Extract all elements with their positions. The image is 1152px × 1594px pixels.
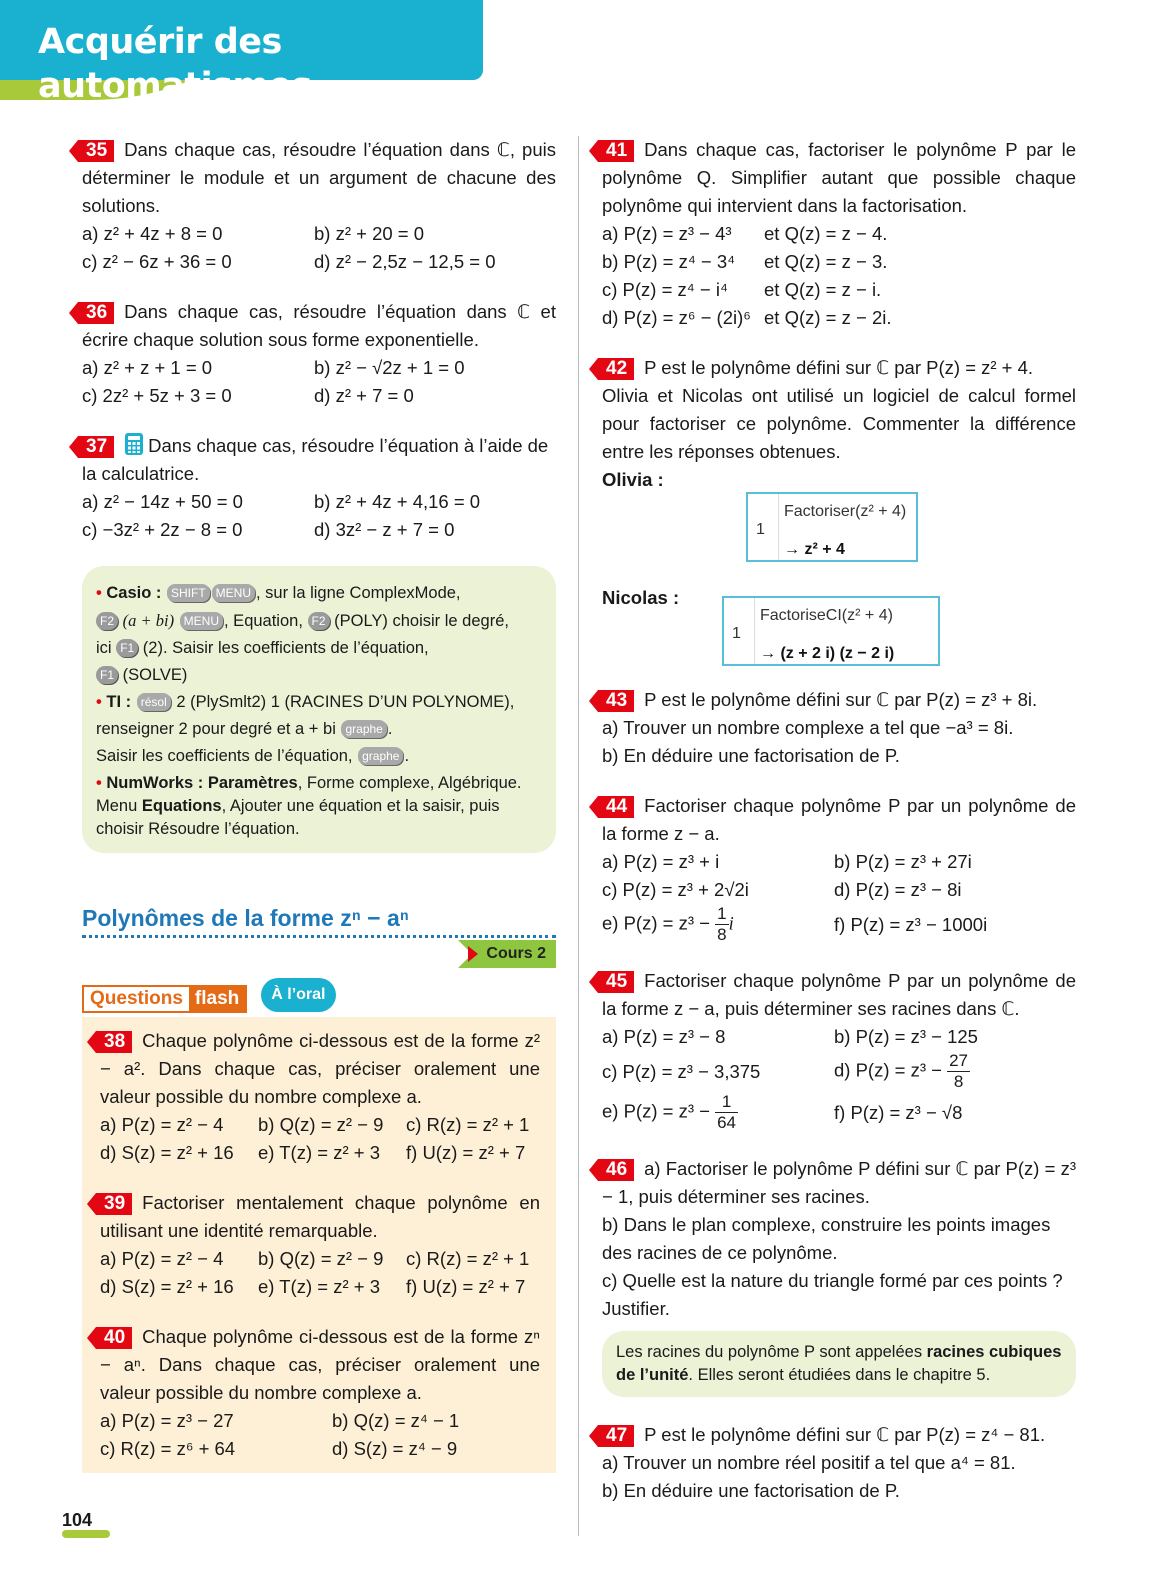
numerator: 1	[715, 1092, 738, 1113]
item-c: c) −3z² + 2z − 8 = 0	[82, 519, 243, 540]
item-b: b) P(z) = z⁴ − 3⁴	[602, 251, 736, 272]
cas-output: → (z + 2 i) (z − 2 i)	[760, 645, 895, 662]
item-d-q: et Q(z) = z − 2i.	[764, 307, 892, 328]
exercise-number: 36	[78, 302, 114, 324]
item-a: a) z² − 14z + 50 = 0	[82, 491, 243, 512]
exercise-46	[602, 1155, 1076, 1323]
cas-output: → z² + 4	[784, 541, 845, 558]
item-c: c) R(z) = z² + 1	[406, 1114, 530, 1135]
page-number: 104	[62, 1510, 93, 1530]
casio-label: Casio :	[106, 584, 162, 602]
item-d	[834, 1051, 970, 1092]
page-title: Acquérir des automatismes	[38, 22, 312, 106]
item-a: a) P(z) = z³ − 8	[602, 1026, 726, 1047]
item-f: f) U(z) = z² + 7	[406, 1276, 526, 1297]
item-d: d) P(z) = z³ − 8i	[834, 879, 962, 900]
item-b: b) Q(z) = z⁴ − 1	[332, 1410, 460, 1431]
note-text: . Elles seront étudiées dans le chapitre 5.	[688, 1366, 991, 1384]
item-a: a) z² + z + 1 = 0	[82, 357, 213, 378]
exercise-text: P est le polynôme défini sur ℂ par P(z) = z⁴ − 81.	[644, 1424, 1046, 1445]
exercise-text: Factoriser chaque polynôme P par un polynôme de la forme z − a.	[602, 795, 1076, 844]
exercise-number: 39	[96, 1193, 132, 1215]
exercise-41	[602, 136, 1076, 332]
numerator: 27	[949, 1051, 969, 1070]
item-e: e) T(z) = z² + 3	[258, 1142, 380, 1163]
item-a: a) P(z) = z³ − 27	[100, 1410, 234, 1431]
key-shift: SHIFT	[167, 584, 210, 602]
item-b: b) Dans le plan complexe, construire les points images des racines de ce polynôme.	[602, 1214, 1051, 1263]
exercise-35	[82, 136, 556, 276]
item-c: c) P(z) = z⁴ − i⁴	[602, 279, 728, 300]
exercise-number: 38	[96, 1031, 132, 1053]
exercise-text: Factoriser mentalement chaque polynôme en utilisant une identité remarquable.	[100, 1192, 540, 1241]
exercise-text-2: Olivia et Nicolas ont utilisé un logiciel de calcul formel pour factoriser ce polynôme. Commenter la différence entre les réponses obtenues.	[602, 385, 1076, 462]
item-c: c) R(z) = z² + 1	[406, 1248, 530, 1269]
calculator-tips-box: • Casio : SHIFT MENU , sur la ligne ComplexMode, F2 (a + bi) MENU , Equation, F2 (POLY) choisir le degré, ici F1 (2). Saisir les coefficients de l’équation, F1 (SOLVE) • TI : résol 2 (PlySmlt2) 1 (RACINES D’UN POLYNOME), renseigner 2 pour degré et a + bi graphe . Saisir les coefficients de l’équation, graphe . • NumWorks : Paramètres, Forme complexe, Algébrique. Menu Equations, Ajouter une équation et la saisir, puis choisir Résoudre l’équation.	[82, 566, 556, 853]
key-resol: résol	[137, 693, 171, 711]
item-c: c) Quelle est la nature du triangle formé par ces points ? Justifier.	[602, 1270, 1063, 1319]
numworks-text: Menu	[96, 797, 142, 815]
exercise-number: 40	[96, 1327, 132, 1349]
casio-text: (SOLVE)	[122, 666, 188, 684]
item-b: b) z² + 4z + 4,16 = 0	[314, 491, 481, 512]
item-c: c) P(z) = z³ − 3,375	[602, 1060, 761, 1082]
item-c-q: et Q(z) = z − i.	[764, 279, 882, 300]
item-e-text: e) P(z) = z³ −	[602, 912, 710, 934]
key-graphe: graphe	[358, 747, 403, 765]
ti-label: TI :	[106, 693, 132, 711]
item-b: b) P(z) = z³ − 125	[834, 1026, 978, 1047]
note-text: Les racines du polynôme P sont appelées	[616, 1343, 927, 1361]
cas-screen-nicolas	[722, 596, 940, 666]
exercise-38	[100, 1027, 540, 1167]
exercise-text: Dans chaque cas, résoudre l’équation dans ℂ, puis déterminer le module et un argument de chacune des solutions.	[82, 139, 556, 216]
item-e	[602, 904, 834, 945]
casio-text: ici	[96, 639, 112, 657]
item-f: f) P(z) = z³ − √8	[834, 1101, 963, 1123]
item-b: b) z² + 20 = 0	[314, 223, 425, 244]
qf-word-2: flash	[189, 987, 245, 1011]
casio-text: (2). Saisir les coefficients de l’équation,	[142, 639, 429, 657]
cours-badge: Cours 2	[458, 940, 556, 968]
key-graphe: graphe	[341, 720, 386, 738]
exercise-42	[602, 354, 1076, 664]
item-a: a) P(z) = z³ + i	[602, 851, 720, 872]
denominator: 8	[953, 1072, 964, 1091]
exercise-text: Chaque polynôme ci-dessous est de la forme zⁿ − aⁿ. Dans chaque cas, préciser oralement une valeur possible du nombre complexe a.	[100, 1326, 540, 1403]
item-b: b) Q(z) = z² − 9	[258, 1248, 384, 1269]
item-a: a) Trouver un nombre complexe a tel que −a³ = 8i.	[602, 717, 1014, 738]
key-f1: F1	[116, 639, 138, 657]
item-a: a) Trouver un nombre réel positif a tel que a⁴ = 81.	[602, 1452, 1016, 1473]
cas-input: FactoriseCI(z² + 4)	[760, 607, 893, 624]
numworks-text: , Ajouter une équation et la saisir, puis choisir Résoudre l’équation.	[96, 797, 500, 838]
exercise-text: Dans chaque cas, résoudre l’équation à l’aide de la calculatrice.	[82, 435, 549, 484]
exercise-39	[100, 1189, 540, 1301]
item-a: a) Factoriser le polynôme P défini sur ℂ par P(z) = z³ − 1, puis déterminer ses racines.	[602, 1158, 1076, 1207]
denominator: 8	[717, 925, 727, 944]
exercise-text: P est le polynôme défini sur ℂ par P(z) = z³ + 8i.	[644, 689, 1038, 710]
ti-text: 2 (PlySmlt2) 1 (RACINES D’UN POLYNOME),	[176, 693, 515, 711]
exercise-text: Dans chaque cas, résoudre l’équation dans ℂ et écrire chaque solution sous forme exponentielle.	[82, 301, 556, 350]
exercise-number: 42	[598, 358, 634, 380]
item-d: d) S(z) = z⁴ − 9	[332, 1438, 458, 1459]
numworks-label: NumWorks : Paramètres	[106, 774, 298, 792]
exercise-40	[100, 1323, 540, 1463]
exercise-number: 46	[598, 1159, 634, 1181]
calculator-icon	[124, 432, 144, 456]
oral-badge: À l’oral	[261, 978, 335, 1012]
item-a-q: et Q(z) = z − 4.	[764, 223, 888, 244]
casio-text: , sur la ligne ComplexMode,	[256, 584, 461, 602]
item-a: a) P(z) = z² − 4	[100, 1114, 224, 1135]
denominator: 64	[717, 1113, 737, 1132]
key-menu: MENU	[180, 612, 223, 630]
info-note	[602, 1331, 1076, 1397]
item-a: a) P(z) = z² − 4	[100, 1248, 224, 1269]
exercise-44	[602, 792, 1076, 945]
left-column	[82, 136, 556, 1473]
item-b: b) P(z) = z³ + 27i	[834, 851, 972, 872]
cas-input: Factoriser(z² + 4)	[784, 503, 907, 520]
item-d: d) z² − 2,5z − 12,5 = 0	[314, 251, 496, 272]
section-header	[82, 901, 556, 968]
exercise-text: P est le polynôme défini sur ℂ par P(z) = z² + 4.	[644, 357, 1034, 378]
qf-word-1: Questions	[90, 988, 183, 1009]
exercise-47	[602, 1421, 1076, 1505]
header-banner	[0, 0, 483, 106]
item-d-text: d) P(z) = z³ −	[834, 1059, 942, 1081]
item-d: d) S(z) = z² + 16	[100, 1276, 234, 1297]
exercise-43	[602, 686, 1076, 770]
item-c: c) z² − 6z + 36 = 0	[82, 251, 232, 272]
item-b: b) z² − √2z + 1 = 0	[314, 357, 465, 378]
exercise-45	[602, 967, 1076, 1133]
item-e: e) T(z) = z² + 3	[258, 1276, 380, 1297]
item-d: d) P(z) = z⁶ − (2i)⁶	[602, 307, 751, 328]
key-menu: MENU	[212, 584, 255, 602]
item-e	[602, 1092, 834, 1133]
item-f: f) U(z) = z² + 7	[406, 1142, 526, 1163]
ti-text: renseigner 2 pour degré et a + bi	[96, 720, 336, 738]
exercise-number: 41	[598, 140, 634, 162]
exercise-text: Factoriser chaque polynôme P par un polynôme de la forme z − a, puis déterminer ses racines dans ℂ.	[602, 970, 1076, 1019]
exercise-number: 45	[598, 971, 634, 993]
item-e-tail: i	[728, 914, 734, 935]
cas-line-number: 1	[732, 625, 741, 642]
item-d: d) S(z) = z² + 16	[100, 1142, 234, 1163]
item-c: c) 2z² + 5z + 3 = 0	[82, 385, 232, 406]
cas-screen-olivia	[746, 492, 918, 562]
item-f: f) P(z) = z³ − 1000i	[834, 913, 988, 935]
item-b: b) Q(z) = z² − 9	[258, 1114, 384, 1135]
item-c: c) R(z) = z⁶ + 64	[100, 1438, 236, 1459]
item-b-q: et Q(z) = z − 3.	[764, 251, 888, 272]
exercise-number: 43	[598, 690, 634, 712]
key-f2: F2	[96, 612, 118, 630]
exercise-number: 44	[598, 796, 634, 818]
casio-text: , Equation,	[224, 612, 303, 630]
questions-flash-header	[82, 978, 556, 1013]
exercise-text: Chaque polynôme ci-dessous est de la forme z² − a². Dans chaque cas, préciser oralement une valeur possible du nombre complexe a.	[100, 1030, 540, 1107]
page-number-bar	[62, 1530, 110, 1538]
nicolas-label: Nicolas :	[602, 587, 680, 608]
item-c: c) P(z) = z³ + 2√2i	[602, 879, 749, 900]
questions-flash-label	[82, 985, 247, 1013]
right-column	[602, 136, 1076, 1527]
key-f2: F2	[308, 612, 330, 630]
key-f1: F1	[96, 666, 118, 684]
column-divider	[578, 136, 579, 1536]
exercise-number: 47	[598, 1425, 634, 1447]
section-title: Polynômes de la forme zⁿ − aⁿ	[82, 905, 409, 931]
item-a: a) z² + 4z + 8 = 0	[82, 223, 223, 244]
ti-text: Saisir les coefficients de l’équation,	[96, 747, 353, 765]
cas-line-number: 1	[756, 521, 765, 538]
numworks-bold: Equations	[141, 797, 222, 815]
item-b: b) En déduire une factorisation de P.	[602, 745, 900, 766]
exercise-number: 35	[78, 140, 114, 162]
olivia-label: Olivia :	[602, 469, 664, 490]
fraction	[715, 904, 728, 945]
numerator: 1	[717, 904, 727, 923]
exercise-number: 37	[78, 436, 114, 458]
exercise-text: Dans chaque cas, factoriser le polynôme P par le polynôme Q. Simplifier autant que possible chaque polynôme qui intervient dans la factorisation.	[602, 139, 1076, 216]
item-b: b) En déduire une factorisation de P.	[602, 1480, 900, 1501]
questions-flash-box	[82, 1017, 556, 1473]
exercise-36	[82, 298, 556, 410]
fraction	[947, 1051, 970, 1092]
exercise-37	[82, 432, 556, 544]
item-d: d) z² + 7 = 0	[314, 385, 414, 406]
fraction	[715, 1092, 738, 1133]
item-a: a) P(z) = z³ − 4³	[602, 223, 732, 244]
item-d: d) 3z² − z + 7 = 0	[314, 519, 455, 540]
note-bold: racines cubiques de l’unité	[616, 1343, 1062, 1384]
numworks-text: , Forme complexe, Algébrique.	[297, 774, 522, 792]
casio-text: (POLY) choisir le degré,	[334, 612, 509, 630]
casio-text: (a + bi)	[122, 611, 175, 630]
item-e-text: e) P(z) = z³ −	[602, 1100, 710, 1122]
